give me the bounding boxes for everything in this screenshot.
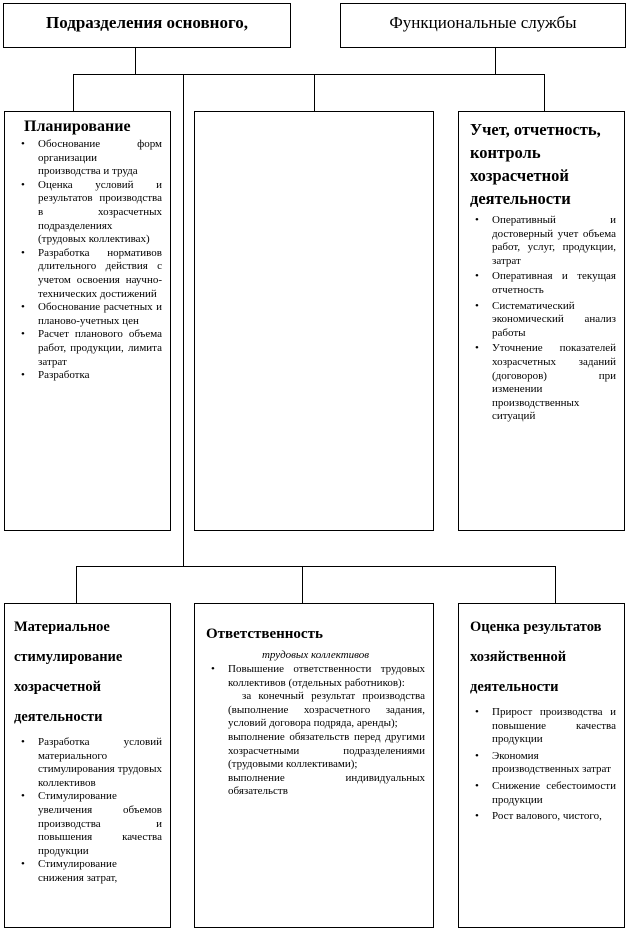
responsibility-sub-item: выполнение обязательств перед другими хозрасчетными подразделениями (трудовыми коллективами);	[228, 730, 425, 771]
connector-to-evaluation	[555, 566, 556, 603]
connector-to-accounting	[544, 74, 545, 111]
list-item: • Стимулирование снижения затрат,	[38, 858, 162, 885]
evaluation-list	[492, 706, 616, 824]
connector-to-stimulation	[76, 566, 77, 603]
list-item: • Рост валового, чистого,	[492, 810, 616, 824]
accounting-title: Учет, отчетность, контроль хозрасчетной деятельности	[470, 120, 601, 208]
stimulation-box	[4, 603, 171, 928]
list-item: • Расчет планового объема работ, продукции, лимита затрат	[38, 328, 162, 369]
connector-center-vertical	[183, 74, 184, 566]
responsibility-title: Ответственность	[206, 626, 323, 642]
planning-list	[38, 138, 162, 383]
stimulation-title: Материальное стимулирование хозрасчетной деятельности	[14, 619, 123, 725]
main-divisions-title: Подразделения основного,	[45, 13, 249, 32]
list-item: • Разработка	[38, 369, 162, 383]
list-item: • Снижение себестоимости продукции	[492, 780, 616, 807]
list-item: • Стимулирование увеличения объемов производства и повышения качества продукции	[38, 790, 162, 858]
list-item: • Экономия производственных затрат	[492, 750, 616, 777]
middle-empty-box	[194, 111, 434, 531]
list-item: • Систематический экономический анализ работы	[492, 300, 616, 341]
connector-to-planning	[73, 74, 74, 111]
list-item: • Оценка условий и результатов производства в хозрасчетных подразделениях (трудовых коллективах)	[38, 179, 162, 247]
list-item: • Разработка условий материального стимулирования трудовых коллективов	[38, 736, 162, 790]
planning-box	[4, 111, 171, 531]
connector-left-drop	[135, 48, 136, 74]
list-item: • Оперативная и текущая отчетность	[492, 270, 616, 297]
responsibility-sub-item: за конечный результат производства (выполнение хозрасчетного задания, условий договора подряда, аренды);	[228, 690, 425, 730]
evaluation-title: Оценка результатов хозяйственной деятельности	[470, 619, 602, 695]
connector-right-drop	[495, 48, 496, 74]
functional-services-title: Функциональные службы	[389, 13, 577, 32]
list-item: • Повышение ответственности трудовых коллективов (отдельных работников):	[228, 663, 425, 690]
list-item: • Оперативный и достоверный учет объема работ, услуг, продукции, затрат	[492, 214, 616, 268]
responsibility-list	[228, 663, 425, 690]
stimulation-list	[38, 736, 162, 886]
evaluation-box	[458, 603, 625, 928]
responsibility-subtitle: трудовых коллективов	[261, 649, 370, 661]
connector-to-middle	[314, 74, 315, 111]
accounting-list	[492, 214, 616, 424]
accounting-box	[458, 111, 625, 531]
connector-to-responsibility	[302, 566, 303, 603]
list-item: • Разработка нормативов длительного действия с учетом освоения научно-технических достижений	[38, 247, 162, 301]
responsibility-box	[194, 603, 434, 928]
main-divisions-box	[3, 3, 291, 48]
list-item: • Обоснование расчетных и планово-учетных цен	[38, 301, 162, 328]
connector-top-bar	[73, 74, 545, 75]
functional-services-box	[340, 3, 626, 48]
list-item: • Обоснование форм организации производства и труда	[38, 138, 162, 179]
list-item: • Прирост производства и повышение качества продукции	[492, 706, 616, 747]
planning-title: Планирование	[24, 118, 131, 135]
responsibility-sub-item: выполнение индивидуальных обязательств	[228, 771, 425, 798]
list-item: • Уточнение показателей хозрасчетных заданий (договоров) при изменении производственных ситуаций	[492, 342, 616, 424]
connector-bottom-bar	[76, 566, 556, 567]
